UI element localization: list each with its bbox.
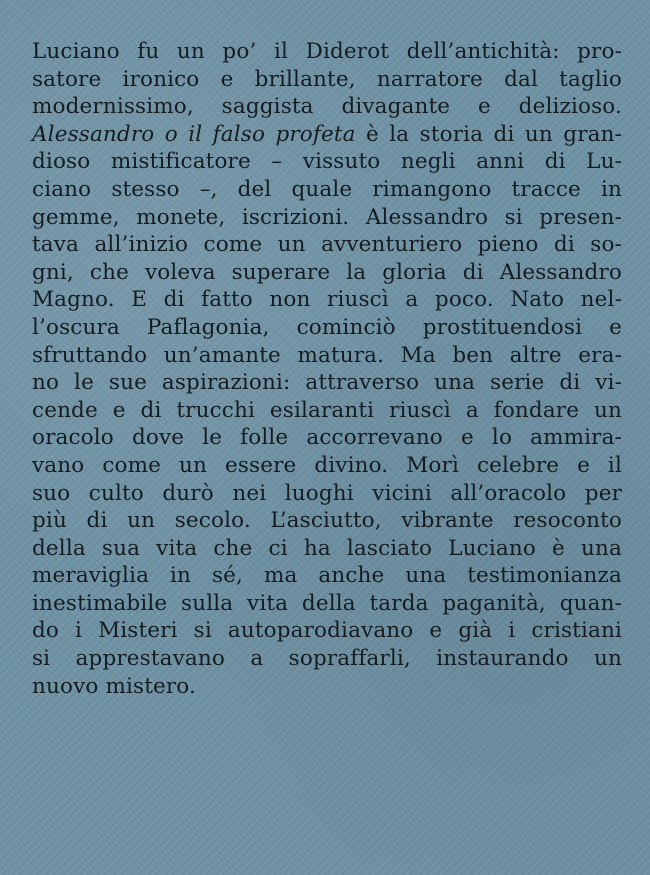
blurb-text-run: è la storia di un gran- (355, 121, 622, 147)
blurb-line (32, 535, 622, 563)
blurb-text-run: do i Misteri si autoparodiavano e già i cristiani (32, 618, 622, 644)
blurb-line (32, 424, 622, 452)
blurb-text-run: suo culto durò nei luoghi vicini all’oracolo per (32, 480, 622, 506)
blurb-text-run: tava all’inizio come un avventuriero pieno di so- (32, 232, 622, 258)
blurb-text-run: cende e di trucchi esilaranti riuscì a fondare un (32, 397, 622, 423)
blurb-text-run: l’oscura Paflagonia, cominciò prostituendosi e (32, 314, 622, 340)
blurb-text-run: Luciano fu un po’ il Diderot dell’antichità: pro- (32, 39, 622, 64)
blurb-text-run: no le sue aspirazioni: attraverso una serie di vi- (32, 370, 622, 396)
blurb-text-run: più di un secolo. L’asciutto, vibrante resoconto (32, 508, 622, 534)
blurb-text-run: meraviglia in sé, ma anche una testimonianza (32, 563, 622, 589)
blurb-text-run: sfruttando un’amante matura. Ma ben altre era- (32, 342, 622, 368)
blurb-text (32, 38, 622, 700)
blurb-text-run: vano come un essere divino. Morì celebre e il (32, 452, 622, 478)
blurb-line (32, 507, 622, 535)
blurb-line (32, 342, 622, 370)
blurb-text-run: ciano stesso –, del quale rimangono tracce in (32, 176, 622, 202)
blurb-text-run: gemme, monete, iscrizioni. Alessandro si presen- (32, 204, 622, 230)
blurb-line (32, 590, 622, 618)
blurb-text-run: satore ironico e brillante, narratore dal taglio (32, 66, 622, 92)
blurb-text-run: nuovo mistero. (32, 673, 197, 699)
blurb-text-run: modernissimo, saggista divagante e delizioso. (32, 94, 622, 120)
book-title-italic: Alessandro o il falso profeta (32, 121, 356, 147)
blurb-line (32, 259, 622, 287)
blurb-line (32, 121, 622, 149)
blurb-text-run: della sua vita che ci ha lasciato Luciano è una (32, 535, 622, 561)
blurb-text-run: oracolo dove le folle accorrevano e lo ammira- (32, 425, 622, 451)
blurb-line (32, 93, 622, 121)
blurb-line (32, 148, 622, 176)
blurb-text-run: si apprestavano a sopraffarli, instaurando un (32, 646, 622, 672)
blurb-line (32, 176, 622, 204)
blurb-line (32, 314, 622, 342)
blurb-text-run: Magno. E di fatto non riuscì a poco. Nato nel- (32, 287, 622, 313)
blurb-line (32, 645, 622, 673)
blurb-text-run: inestimabile sulla vita della tarda paganità, quan- (32, 590, 622, 616)
blurb-line (32, 369, 622, 397)
blurb-text-run: dioso mistificatore – vissuto negli anni di Lu- (32, 149, 622, 175)
blurb-line (32, 66, 622, 94)
blurb-line (32, 452, 622, 480)
blurb-line (32, 231, 622, 259)
blurb-line (32, 286, 622, 314)
blurb-line (32, 397, 622, 425)
blurb-line (32, 673, 622, 701)
blurb-line (32, 38, 622, 66)
blurb-line (32, 480, 622, 508)
blurb-line (32, 617, 622, 645)
blurb-line (32, 204, 622, 232)
blurb-text-run: gni, che voleva superare la gloria di Alessandro (32, 259, 622, 285)
blurb-line (32, 562, 622, 590)
